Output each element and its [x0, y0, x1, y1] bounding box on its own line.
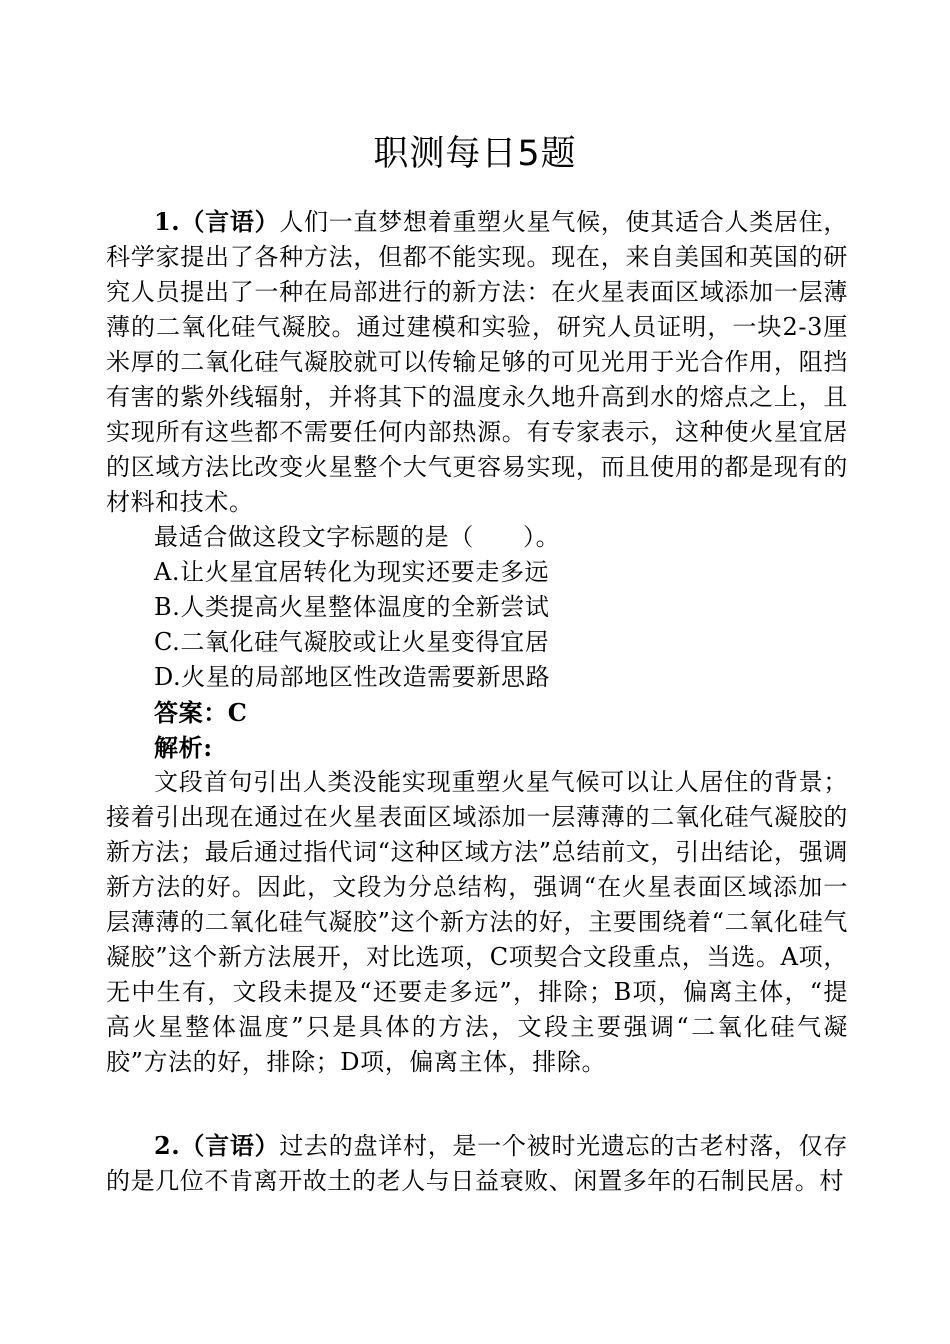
- question-1-analysis-label: 解析:: [154, 733, 213, 762]
- question-1-passage: [106, 204, 848, 520]
- question-2-text: 过去的盘详村，是一个被时光遗忘的古老村落，仅存的是几位不肯离开故土的老人与日益衰败、闲置多年的石制民居。村: [106, 1132, 848, 1195]
- question-1-analysis: 文段首句引出人类没能实现重塑火星气候可以让人居住的背景；接着引出现在通过在火星表面区域添加一层薄薄的二氧化硅气凝胶的新方法；最后通过指代词“这种区域方法”总结前文，引出结论，强调新方法的好。因此，文段为分总结构，强调“在火星表面区域添加一层薄薄的二氧化硅气凝胶”这个新方法的好，主要围绕着“二氧化硅气凝胶”这个新方法展开，对比选项，C项契合文段重点，当选。A项，无中生有，文段未提及“还要走多远”，排除；B项，偏离主体，“提高火星整体温度”只是具体的方法，文段主要强调“二氧化硅气凝胶”方法的好，排除；D项，偏离主体，排除。: [106, 768, 848, 1076]
- question-1-number: 1.: [154, 207, 181, 236]
- question-2-number: 2.: [154, 1131, 181, 1160]
- question-1-option-a: A.让火星宜居转化为现实还要走多远: [154, 558, 550, 586]
- question-1-answer: 答案：C: [154, 698, 248, 727]
- question-1-text: 人们一直梦想着重塑火星气候，使其适合人类居住，科学家提出了各种方法，但都不能实现。现在，来自美国和英国的研究人员提出了一种在局部进行的新方法：在火星表面区域添加一层薄薄的二氧化硅气凝胶。通过建模和实验，研究人员证明，一块2-3厘米厚的二氧化硅气凝胶就可以传输足够的可见光用于光合作用，阻挡有害的紫外线辐射，并将其下的温度永久地升高到水的熔点之上，且实现所有这些都不需要任何内部热源。有专家表示，这种使火星宜居的区域方法比改变火星整个大气更容易实现，而且使用的都是现有的材料和技术。: [106, 208, 848, 516]
- question-1-option-d: D.火星的局部地区性改造需要新思路: [154, 663, 551, 691]
- question-1: [106, 204, 848, 1080]
- page-title: 职测每日5题: [373, 134, 577, 174]
- section-spacer: [106, 1080, 848, 1128]
- question-1-tag: （言语）: [180, 207, 280, 236]
- question-2-tag: （言语）: [180, 1131, 280, 1160]
- question-2-passage: [106, 1128, 848, 1199]
- question-1-option-c: C.二氧化硅气凝胶或让火星变得宜居: [154, 628, 550, 656]
- question-2: [106, 1128, 848, 1199]
- document-body: [106, 204, 848, 1199]
- question-1-stem: 最适合做这段文字标题的是（ ）。: [154, 523, 561, 551]
- question-1-option-b: B.人类提高火星整体温度的全新尝试: [154, 593, 550, 621]
